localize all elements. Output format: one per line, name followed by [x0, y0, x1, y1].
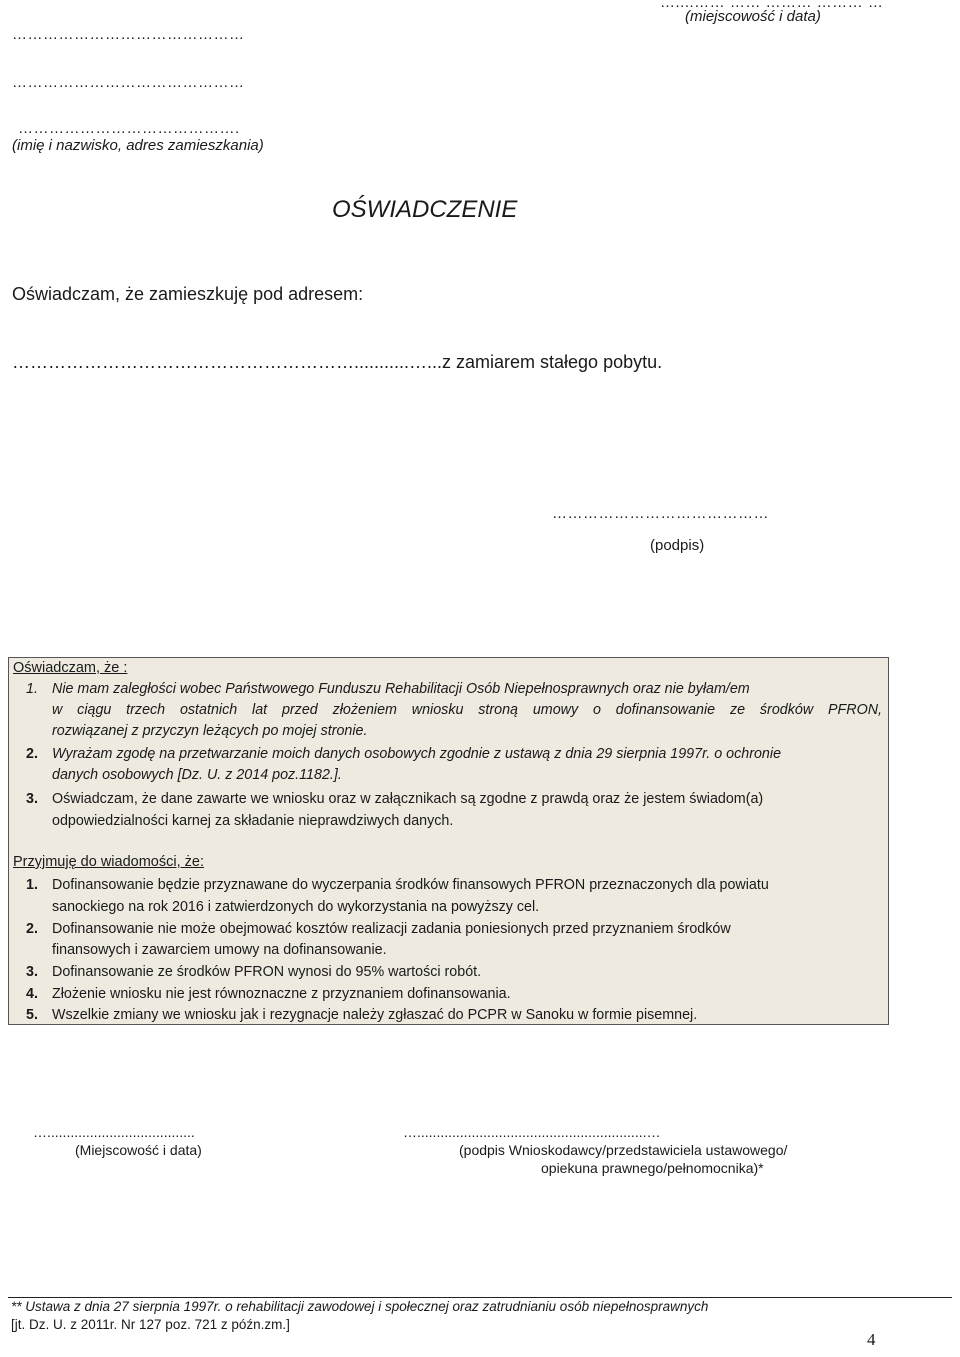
ack-1 — [26, 875, 769, 896]
page-number: 4 — [867, 1330, 876, 1349]
declaration-intro: Oświadczam, że zamieszkuję pod adresem: — [12, 284, 364, 304]
statements-heading: Oświadczam, że : — [13, 660, 128, 676]
statements-box — [8, 657, 889, 1025]
ack-3-number: 3. — [26, 964, 38, 980]
ack-1-number: 1. — [26, 877, 38, 893]
footnote-line-2: [jt. Dz. U. z 2011r. Nr 127 poz. 721 z późn.zm.] — [11, 1317, 290, 1332]
ack-2-line-2: finansowych i zawarciem umowy na dofinansowanie. — [52, 942, 387, 958]
ack-4 — [26, 984, 511, 1005]
statement-3 — [26, 789, 763, 810]
statement-1-line-1: Nie mam zaległości wobec Państwowego Funduszu Rehabilitacji Osób Niepełnosprawnych oraz nie byłam/em — [52, 681, 750, 697]
ack-4-line-1: Złożenie wniosku nie jest równoznaczne z przyznaniem dofinansowania. — [52, 986, 511, 1002]
right-signature-label-1: (podpis Wnioskodawcy/przedstawiciela ustawowego/ — [459, 1142, 788, 1158]
footnote-line-1: ** Ustawa z dnia 27 sierpnia 1997r. o rehabilitacji zawodowej i społecznej oraz zatrudnianiu osób niepełnosprawnych — [11, 1299, 709, 1314]
ack-3-line-1: Dofinansowanie ze środków PFRON wynosi do 95% wartości robót. — [52, 964, 482, 980]
name-address-label: (imię i nazwisko, adres zamieszkania) — [12, 137, 264, 154]
statement-1-line-2: w ciągu trzech ostatnich lat przed złożeniem wniosku stroną umowy o dofinansowanie ze środków PFRON, — [52, 702, 882, 718]
statement-3-line-1: Oświadczam, że dane zawarte we wniosku oraz w załącznikach są zgodne z prawdą oraz że jestem świadom(a) — [52, 791, 764, 807]
place-date-dots: …....…… …… ……… ……… … — [660, 0, 884, 11]
right-signature-dots: …...........................................................… — [403, 1124, 661, 1140]
statement-3-number: 3. — [26, 791, 38, 807]
statement-2-line-2: danych osobowych [Dz. U. z 2014 poz.1182.]. — [52, 767, 342, 783]
name-dots-line-3: ……………………………………. — [18, 120, 240, 137]
ack-2 — [26, 919, 731, 940]
ack-4-number: 4. — [26, 986, 38, 1002]
footnote-divider — [8, 1297, 952, 1298]
ack-1-line-1: Dofinansowanie będzie przyznawane do wyczerpania środków finansowych PFRON przeznaczonych dla powiatu — [52, 877, 769, 893]
ack-5-number: 5. — [26, 1007, 38, 1023]
statement-2 — [26, 744, 781, 765]
statement-1-line-3: rozwiązanej z przyczyn leżących po mojej stronie. — [52, 723, 368, 739]
name-dots-line-2: ……………………………………… — [12, 74, 245, 91]
statement-1 — [26, 679, 886, 700]
left-signature-dots: …...................................... — [33, 1124, 195, 1140]
statement-3-line-2: odpowiedzialności karnej za składanie nieprawdziwych danych. — [52, 813, 454, 829]
signature-dots: …………………………………… — [552, 505, 769, 522]
ack-2-number: 2. — [26, 921, 38, 937]
ack-5 — [26, 1005, 697, 1026]
statement-1-number: 1. — [26, 681, 38, 697]
statement-2-number: 2. — [26, 746, 38, 762]
place-date-label: (miejscowość i data) — [685, 8, 821, 25]
signature-label: (podpis) — [650, 537, 705, 554]
left-signature-label: (Miejscowość i data) — [75, 1142, 202, 1158]
acknowledgement-heading: Przyjmuję do wiadomości, że: — [13, 854, 204, 870]
address-line: …………………………………………………...........…...z zamiarem stałego pobytu. — [12, 352, 663, 372]
statement-2-line-1: Wyrażam zgodę na przetwarzanie moich danych osobowych zgodnie z ustawą z dnia 29 sierpnia 1997r. o ochronie — [52, 746, 782, 762]
ack-1-line-2: sanockiego na rok 2016 i zatwierdzonych do wykorzystania na powyższy cel. — [52, 899, 540, 915]
ack-3 — [26, 962, 481, 983]
document-title: OŚWIADCZENIE — [332, 196, 518, 223]
ack-2-line-1: Dofinansowanie nie może obejmować kosztów realizacji zadania poniesionych przed przyznaniem środków — [52, 921, 731, 937]
right-signature-label-2: opiekuna prawnego/pełnomocnika)* — [541, 1160, 764, 1176]
name-dots-line-1: ……………………………………… — [12, 26, 245, 43]
ack-5-line-1: Wszelkie zmiany we wniosku jak i rezygnacje należy zgłaszać do PCPR w Sanoku w formie pisemnej. — [52, 1007, 698, 1023]
